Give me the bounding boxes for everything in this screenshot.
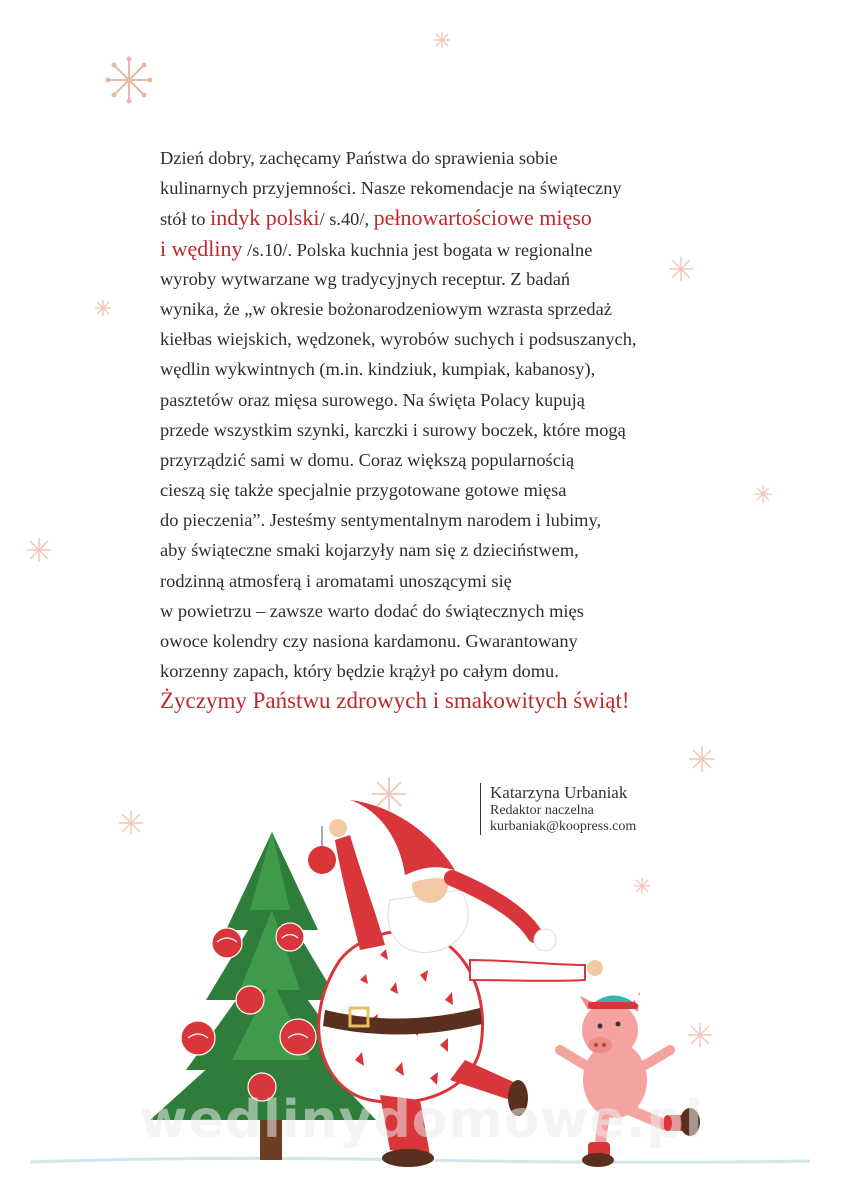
author-name: Katarzyna Urbaniak xyxy=(490,783,628,802)
holiday-wish: Życzymy Państwu zdrowych i smakowitych świąt! xyxy=(160,688,630,714)
text-run: /s.10/. Polska kuchnia jest bogata w regionalne xyxy=(242,239,593,260)
text-line: w powietrzu – zawsze warto dodać do świątecznych mięs xyxy=(160,600,584,621)
text-line: Dzień dobry, zachęcamy Państwa do sprawienia sobie xyxy=(160,148,558,168)
text-line: przyrządzić sami w domu. Coraz większą popularnością xyxy=(160,449,575,470)
highlight-mieso: pełnowartościowe mięso xyxy=(373,205,592,231)
text-line: aby świąteczne smaki kojarzyły nam się z dzieciństwem, xyxy=(160,540,579,561)
highlight-indyk-polski: indyk polski xyxy=(210,205,320,231)
text-line: cieszą się także specjalnie przygotowane gotowe mięsa xyxy=(160,480,567,501)
editorial-text xyxy=(160,143,720,717)
text-line: kiełbas wiejskich, wędzonek, wyrobów suchych i podsuszanych, xyxy=(160,329,637,350)
snowflake-icon xyxy=(432,30,452,50)
text-line: wynika, że „w okresie bożonarodzeniowym wzrasta sprzedaż xyxy=(160,298,612,319)
text-line xyxy=(160,203,720,233)
text-line: wyroby wytwarzane wg tradycyjnych receptur. Z badań xyxy=(160,268,571,289)
snowflake-icon xyxy=(93,298,113,318)
snowflake-icon xyxy=(24,535,54,565)
text-line: owoce kolendry czy nasiona kardamonu. Gwarantowany xyxy=(160,631,578,651)
watermark: wedlinydomowe.pl xyxy=(139,1090,704,1150)
text-line: wędlin wykwintnych (m.in. kindziuk, kumpiak, kabanosy), xyxy=(160,359,596,380)
snowflake-icon xyxy=(104,55,154,105)
text-line: do pieczenia”. Jesteśmy sentymentalnym narodem i lubimy, xyxy=(160,510,602,531)
text-line: pasztetów oraz mięsa surowego. Na święta Polacy kupują xyxy=(160,389,585,410)
page-ref: / s.40/, xyxy=(319,209,374,230)
text-line xyxy=(160,234,720,264)
text-line: przede wszystkim szynki, karczki i surowy boczek, które mogą xyxy=(160,419,626,440)
text-line: kulinarnych przyjemności. Nasze rekomendacje na świąteczny xyxy=(160,178,622,199)
author-email[interactable]: kurbaniak@koopress.com xyxy=(490,819,637,834)
snowflake-icon xyxy=(752,483,774,505)
text-run: stół to xyxy=(160,209,211,230)
author-role: Redaktor naczelna xyxy=(490,803,594,818)
highlight-wedliny: i wędliny xyxy=(160,235,243,261)
text-line: korzenny zapach, który będzie krążył po całym domu. xyxy=(160,661,559,682)
text-line: rodzinną atmosferą i aromatami unoszącymi się xyxy=(160,570,512,591)
